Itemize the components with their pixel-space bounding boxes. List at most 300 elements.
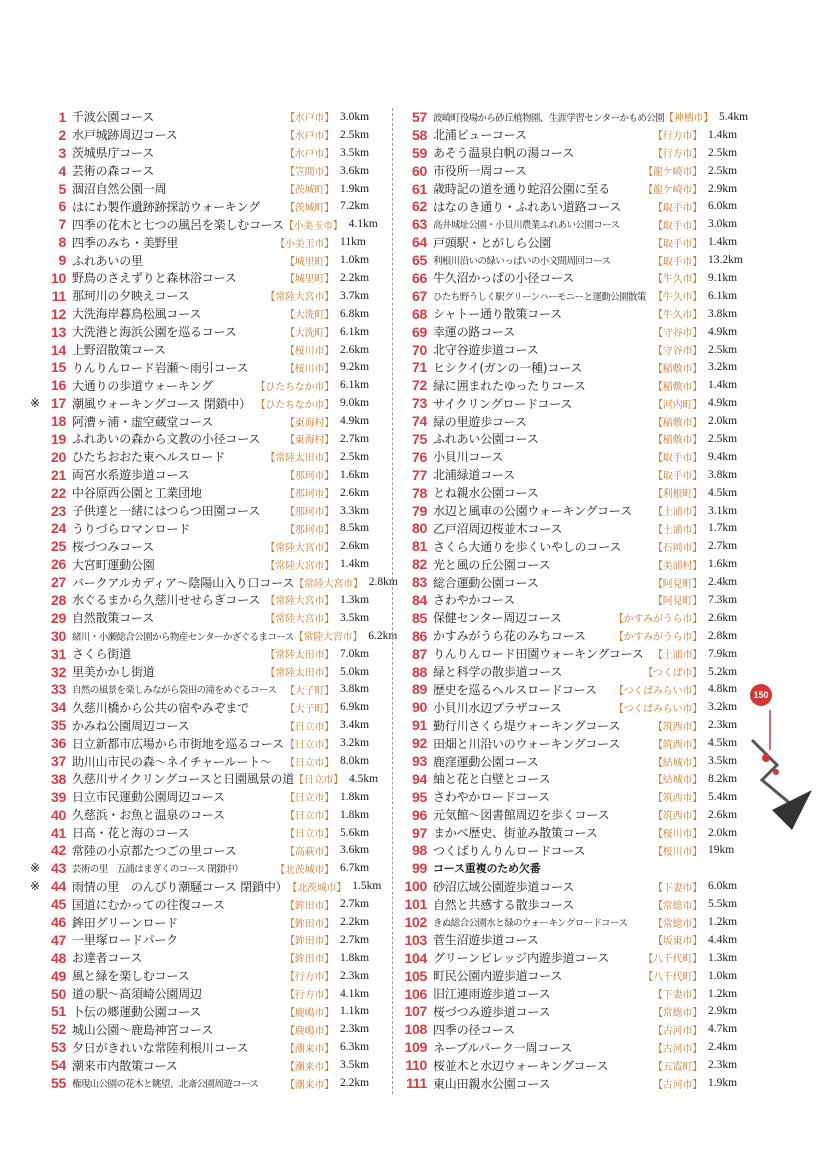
course-city: 【北茨城市】 <box>287 882 347 894</box>
course-number: 42 <box>51 842 66 859</box>
course-name: 波崎町役場から砂丘植物園、生涯学習センターかもめ公園 <box>433 112 665 124</box>
course-name: 総合運動公園コース <box>433 575 539 590</box>
course-city: 【ひたちなか市】 <box>255 381 334 393</box>
course-distance: 2.4km <box>708 576 738 589</box>
course-city: 【行方市】 <box>653 131 702 143</box>
course-distance: 5.4km <box>708 790 738 803</box>
course-name: 光と風の丘公園コース <box>433 557 551 572</box>
course-row <box>30 1020 380 1038</box>
course-distance: 6.3km <box>340 1041 370 1054</box>
course-name: 自然と共感する散歩コース <box>433 897 575 912</box>
course-city: 【取手市】 <box>653 256 702 268</box>
course-number: 3 <box>58 144 66 161</box>
course-city: 【坂東市】 <box>653 936 702 948</box>
course-city: 【かすみがうら市】 <box>613 632 702 644</box>
course-row <box>30 734 380 752</box>
course-name: つくばりんりんロードコース <box>433 843 586 858</box>
course-city: 【稲敷市】 <box>653 363 702 375</box>
course-name: 里美かかし街道 <box>72 665 155 680</box>
course-row <box>403 698 748 716</box>
course-name: りんりんロード田園ウォーキングコース <box>433 647 644 662</box>
course-name: 桜づつみコース <box>72 539 155 554</box>
course-name: 砂沼広域公園遊歩道コース <box>433 879 575 894</box>
course-list-right <box>403 108 748 1092</box>
course-row <box>30 573 398 591</box>
course-row <box>30 162 380 180</box>
course-name: うりづらロマンロード <box>72 521 191 536</box>
course-number: 95 <box>412 788 427 805</box>
course-row <box>403 162 748 180</box>
course-distance: 2.3km <box>340 969 370 982</box>
course-number: 31 <box>51 645 66 662</box>
course-city: 【笠間市】 <box>285 167 334 179</box>
course-number: 20 <box>51 448 66 465</box>
course-name: 利根川沿いの緑いっぱいの小文間周回コース <box>433 256 611 268</box>
course-name: 日高・花と海のコース <box>72 826 190 841</box>
course-name: 大洗海岸暮鳥松風コース <box>72 307 202 322</box>
course-number: 21 <box>51 466 66 483</box>
course-distance: 6.1km <box>708 289 738 302</box>
course-row <box>30 752 380 770</box>
course-distance: 5.0km <box>340 665 370 678</box>
course-name: 中谷原西公園と工業団地 <box>72 486 202 501</box>
course-city: 【水戸市】 <box>285 131 334 143</box>
course-name: 水辺と風車の公園ウォーキングコース <box>433 504 632 519</box>
course-city: 【龍ケ崎市】 <box>643 167 702 179</box>
course-distance: 2.7km <box>340 432 370 445</box>
course-row <box>403 1020 748 1038</box>
course-distance: 1.4km <box>708 128 738 141</box>
course-number: 91 <box>412 717 427 734</box>
course-name: 権現山公園の花木と眺望、北斎公園周遊コース <box>72 1079 259 1091</box>
course-row <box>30 394 380 412</box>
course-number: 12 <box>51 305 66 322</box>
course-row <box>30 985 380 1003</box>
course-distance: 6.0km <box>708 200 738 213</box>
course-number: 19 <box>51 430 66 447</box>
course-distance: 3.8km <box>708 468 738 481</box>
course-distance: 4.4km <box>708 933 738 946</box>
course-number: 72 <box>412 377 427 394</box>
course-number: 107 <box>404 1003 427 1020</box>
course-row <box>403 305 748 323</box>
course-name: 久慈川橋から公共の宿やみぞまで <box>72 700 250 715</box>
course-city: 【常陸大宮市】 <box>265 560 334 572</box>
course-number: 101 <box>404 896 427 913</box>
course-city: 【日立市】 <box>285 793 334 805</box>
course-number: 1 <box>58 108 66 125</box>
course-name: とね親水公園コース <box>433 486 539 501</box>
course-distance: 7.0km <box>340 647 370 660</box>
course-distance: 9.2km <box>340 361 370 374</box>
course-distance: 1.4km <box>708 236 738 249</box>
course-city: 【桜川市】 <box>653 846 702 858</box>
course-distance: 2.5km <box>708 343 738 356</box>
course-row <box>30 788 380 806</box>
course-number: 48 <box>51 949 66 966</box>
course-row <box>403 842 748 860</box>
course-row <box>30 233 380 251</box>
course-distance: 2.6km <box>708 808 738 821</box>
course-name: 道の駅～高須崎公園周辺 <box>72 987 202 1002</box>
course-distance: 3.1km <box>708 504 738 517</box>
course-number: 23 <box>51 502 66 519</box>
course-city: 【潮来市】 <box>285 1043 334 1055</box>
course-row <box>30 931 380 949</box>
course-city: 【大洗町】 <box>285 310 334 322</box>
course-row <box>403 108 748 126</box>
course-number: 52 <box>51 1021 66 1038</box>
course-row <box>403 233 748 251</box>
course-city: 【常陸太田市】 <box>265 650 334 662</box>
course-number: 38 <box>51 770 66 787</box>
course-distance: 3.8km <box>340 683 370 696</box>
course-name: 小貝川コース <box>433 450 504 465</box>
course-distance: 4.5km <box>708 737 738 750</box>
course-number: 94 <box>412 770 427 787</box>
course-distance: 11km <box>340 236 366 249</box>
course-distance: 13.2km <box>708 254 743 267</box>
course-city: 【鉾田市】 <box>285 918 334 930</box>
course-row <box>30 484 380 502</box>
course-number: 71 <box>412 359 427 376</box>
course-row <box>30 1056 380 1074</box>
course-row <box>30 180 380 198</box>
column-divider <box>392 108 393 1094</box>
course-number: 110 <box>405 1057 427 1074</box>
course-row <box>403 734 748 752</box>
course-name: 旧江連雨遊歩道コース <box>433 987 551 1002</box>
course-city: 【取手市】 <box>653 238 702 250</box>
course-name: 自然散策コース <box>72 611 155 626</box>
course-name: 大洗港と海浜公園を巡るコース <box>72 325 237 340</box>
course-city: 【常陸大宮市】 <box>265 614 334 626</box>
course-city: 【常総市】 <box>653 1007 702 1019</box>
course-distance: 4.5km <box>349 772 379 785</box>
course-city: 【古河市】 <box>653 1025 702 1037</box>
course-distance: 3.5km <box>340 1059 370 1072</box>
course-number: 51 <box>51 1003 66 1020</box>
course-name: さわやかロードコース <box>433 790 550 805</box>
course-city: 【八千代町】 <box>643 954 702 966</box>
course-name: 小貝川水辺プラザコース <box>433 700 562 715</box>
course-city: 【水戸市】 <box>285 149 334 161</box>
course-row <box>403 752 748 770</box>
course-distance: 2.6km <box>340 540 370 553</box>
course-row <box>30 269 380 287</box>
course-row <box>403 788 748 806</box>
course-name: はにわ製作遺跡跡探訪ウォーキング <box>72 199 260 214</box>
course-city: 【かすみがうら市】 <box>613 614 702 626</box>
course-distance: 2.7km <box>340 898 370 911</box>
page-number-badge: 150 <box>750 684 772 706</box>
course-city: 【高萩市】 <box>285 846 334 858</box>
course-distance: 1.5km <box>352 880 382 893</box>
course-distance: 2.2km <box>340 271 370 284</box>
course-distance: 5.4km <box>719 110 749 123</box>
course-name: さくら街道 <box>72 647 132 662</box>
course-distance: 2.6km <box>708 611 738 624</box>
course-city: 【桜川市】 <box>285 363 334 375</box>
course-city: 【阿見町】 <box>653 578 702 590</box>
course-distance: 5.2km <box>708 665 738 678</box>
course-city: 【常陸大宮市】 <box>265 542 334 554</box>
course-city: 【城里町】 <box>285 274 334 286</box>
course-row <box>403 627 748 645</box>
course-row <box>30 949 380 967</box>
course-name: 戸頭駅・とがしら公園 <box>433 235 552 250</box>
course-city: 【行方市】 <box>653 149 702 161</box>
course-row <box>403 1003 748 1021</box>
course-row <box>30 609 380 627</box>
course-distance: 1.2km <box>708 916 738 929</box>
course-distance: 1.8km <box>340 808 370 821</box>
course-distance: 9.0km <box>340 397 370 410</box>
course-name: 子供達と一緒にはつらつ田園コース <box>72 504 261 519</box>
course-city: 【五霞町】 <box>653 1061 702 1073</box>
course-city: 【鉾田市】 <box>285 954 334 966</box>
course-distance: 6.7km <box>340 862 370 875</box>
course-number: 84 <box>412 591 427 608</box>
course-number: 61 <box>412 180 427 197</box>
course-name: 東山田親水公園コース <box>433 1076 551 1091</box>
course-row <box>30 681 380 699</box>
course-row <box>403 609 748 627</box>
course-row <box>403 1056 748 1074</box>
course-row <box>403 967 748 985</box>
course-name: 鉾田グリーンロード <box>72 915 178 930</box>
course-name: 歳時記の道を通り蛇沼公園に至る <box>433 182 611 196</box>
course-city: 【美浦村】 <box>653 560 702 572</box>
course-name: 那珂川の夕映えコース <box>72 289 190 304</box>
course-row <box>30 663 380 681</box>
course-city: 【利根町】 <box>653 489 702 501</box>
course-name: 緑の里遊歩コース <box>433 414 527 429</box>
course-row <box>30 144 380 162</box>
course-row <box>30 806 380 824</box>
course-distance: 1.0km <box>340 254 370 267</box>
course-city: 【茨城町】 <box>285 202 334 214</box>
course-city: 【守谷市】 <box>653 328 702 340</box>
course-number: 67 <box>412 287 427 304</box>
course-name: 町民公園内遊歩道コース <box>433 969 563 984</box>
course-number: 74 <box>412 413 427 430</box>
course-number: 82 <box>412 556 427 573</box>
course-number: 97 <box>412 824 427 841</box>
course-number: 7 <box>58 216 66 233</box>
course-row <box>403 269 748 287</box>
course-number: 79 <box>412 502 427 519</box>
course-city: 【東海村】 <box>285 435 334 447</box>
course-distance: 7.3km <box>708 593 738 606</box>
course-number: 98 <box>412 842 427 859</box>
course-city: 【古河市】 <box>653 1079 702 1091</box>
course-number: 26 <box>51 556 66 573</box>
course-city: 【阿見町】 <box>653 596 702 608</box>
course-row <box>30 967 380 985</box>
course-distance: 1.4km <box>340 558 370 571</box>
course-city: 【小美玉市】 <box>283 220 343 232</box>
course-name: 日立市民運動公園周辺コース <box>72 790 225 805</box>
course-row <box>403 663 748 681</box>
course-city: 【大子町】 <box>285 703 334 715</box>
course-name: 芸術の里 五浦はまぎくのコース 閉鎖中） <box>72 864 244 876</box>
course-name: 四季の花木と七つの風呂を楽しむコース <box>72 217 284 232</box>
course-number: 85 <box>412 609 427 626</box>
course-city: 【神栖市】 <box>664 113 714 125</box>
course-name: 夕日がきれいな常陸利根川コース <box>72 1040 249 1055</box>
course-name: ふれあいの里 <box>72 253 143 268</box>
course-distance: 4.1km <box>348 218 378 231</box>
course-name: きぬ総合公園水と緑のウォーキングロードコース <box>433 918 628 930</box>
course-distance: 2.9km <box>708 1005 738 1018</box>
course-city: 【八千代町】 <box>643 972 702 984</box>
course-name: かすみがうら花のみちコース <box>433 629 586 644</box>
course-distance: 5.5km <box>708 898 738 911</box>
course-name: ヒシクイ(ガンの一種)コース <box>433 360 583 375</box>
course-distance: 2.3km <box>708 719 738 732</box>
closed-mark: ※ <box>30 879 41 894</box>
course-distance: 3.3km <box>340 504 370 517</box>
course-number: 33 <box>51 681 66 698</box>
course-distance: 4.9km <box>340 415 370 428</box>
course-name: 千波公園コース <box>72 110 155 125</box>
course-name: 久慈浜・お魚と温泉のコース <box>72 808 225 823</box>
course-row <box>30 591 380 609</box>
course-row <box>403 555 748 573</box>
course-city: 【結城市】 <box>653 775 702 787</box>
course-row <box>30 824 380 842</box>
course-distance: 8.0km <box>340 755 370 767</box>
course-distance: 6.1km <box>340 379 370 392</box>
course-row <box>30 341 380 359</box>
course-city: 【常陸大宮市】 <box>294 578 363 590</box>
course-number: 80 <box>412 520 427 537</box>
course-row <box>30 895 380 913</box>
course-name: ひたち野うしく駅グリーンハーモニーと運動公園散策 <box>433 291 646 303</box>
course-row <box>403 806 748 824</box>
course-row <box>30 716 380 734</box>
course-name: 上野沼散策コース <box>72 343 166 358</box>
course-number: 41 <box>51 824 66 841</box>
course-row <box>403 645 748 663</box>
course-city: 【牛久市】 <box>653 292 702 304</box>
course-city: 【古河市】 <box>653 1043 702 1055</box>
course-number: 73 <box>412 395 427 412</box>
course-city: 【結城市】 <box>653 757 702 769</box>
course-city: 【常陸大宮市】 <box>265 596 334 608</box>
course-number: 58 <box>412 126 427 143</box>
course-name: 乙戸沼周辺桜並木コース <box>433 521 563 536</box>
course-name: ネーブルパーク一周コース <box>433 1040 573 1055</box>
course-distance: 2.6km <box>340 486 370 499</box>
course-city: 【潮来市】 <box>285 1079 334 1091</box>
course-number: 60 <box>412 162 427 179</box>
course-name: りんりんロード岩瀬～雨引コース <box>72 360 249 375</box>
course-name: 歴史を巡るヘルスロードコース <box>433 682 597 697</box>
course-number: 14 <box>51 341 66 358</box>
course-city: 【石岡市】 <box>653 542 702 554</box>
course-row <box>30 287 380 305</box>
course-row <box>30 448 380 466</box>
course-row <box>30 1038 380 1056</box>
course-city: 【筑西市】 <box>653 793 702 805</box>
course-row <box>403 412 748 430</box>
course-city: 【行方市】 <box>285 972 334 984</box>
course-name: 芸術の森コース <box>72 164 155 179</box>
course-row <box>30 126 380 144</box>
course-name: 野鳥のさえずりと森林浴コース <box>72 271 237 286</box>
course-row <box>403 877 748 895</box>
course-number: 75 <box>412 430 427 447</box>
course-name: 水ぐるまから久慈川せせらぎコース <box>72 593 261 608</box>
course-city: 【鹿嶋市】 <box>285 1025 334 1037</box>
course-name: お達者コース <box>72 951 143 966</box>
course-city: 【つくば市】 <box>643 668 702 680</box>
course-number: 29 <box>51 609 66 626</box>
course-name: 四季の径コース <box>433 1022 516 1037</box>
course-number: 11 <box>51 287 66 304</box>
course-number: 69 <box>412 323 427 340</box>
course-row <box>403 716 748 734</box>
course-distance: 1.0km <box>708 969 738 982</box>
course-name: 久慈川サイクリングコースと日園風景の道 <box>72 772 295 787</box>
course-number: 70 <box>412 341 427 358</box>
course-row <box>30 412 380 430</box>
course-distance: 6.8km <box>340 307 370 320</box>
course-row <box>30 376 380 394</box>
course-distance: 4.8km <box>708 683 738 696</box>
course-number: 76 <box>412 448 427 465</box>
course-row <box>30 502 380 520</box>
course-number: 39 <box>51 788 66 805</box>
course-row <box>403 323 748 341</box>
course-distance: 2.2km <box>340 1077 370 1090</box>
course-distance: 1.1km <box>340 1005 370 1018</box>
course-name: 阿漕ヶ浦・虚空蔵堂コース <box>72 414 214 429</box>
course-name: バークアルカディア～陰陽山入り口コース <box>72 575 295 590</box>
course-row <box>30 1074 380 1092</box>
course-row <box>403 519 748 537</box>
course-city: 【土浦市】 <box>653 650 702 662</box>
course-city: 【桜川市】 <box>653 829 702 841</box>
course-distance: 2.5km <box>708 432 738 445</box>
course-number: 62 <box>412 198 427 215</box>
course-city: 【筑西市】 <box>653 739 702 751</box>
course-name: 国道にむかっての往復コース <box>72 897 225 912</box>
course-distance: 1.3km <box>340 593 370 606</box>
course-name: 両宮水系遊歩道コース <box>72 468 190 483</box>
course-row <box>30 519 380 537</box>
course-distance: 3.4km <box>340 719 370 732</box>
course-city: 【河内町】 <box>653 399 702 411</box>
course-name: 涸沼自然公園一周 <box>72 182 167 196</box>
course-number: 45 <box>51 896 66 913</box>
course-distance: 3.8km <box>708 307 738 320</box>
course-city: 【土浦市】 <box>653 524 702 536</box>
course-row <box>403 197 748 215</box>
course-name: 鹿窪運動公園コース <box>433 754 539 769</box>
course-number: 53 <box>51 1039 66 1056</box>
course-row <box>30 358 380 376</box>
course-distance: 1.4km <box>708 379 738 392</box>
course-number: 64 <box>412 234 427 251</box>
course-distance: 1.3km <box>708 951 738 964</box>
course-number: 35 <box>51 717 66 734</box>
course-number: 88 <box>412 663 427 680</box>
course-distance: 2.7km <box>708 540 738 553</box>
course-distance: 4.1km <box>340 987 370 1000</box>
